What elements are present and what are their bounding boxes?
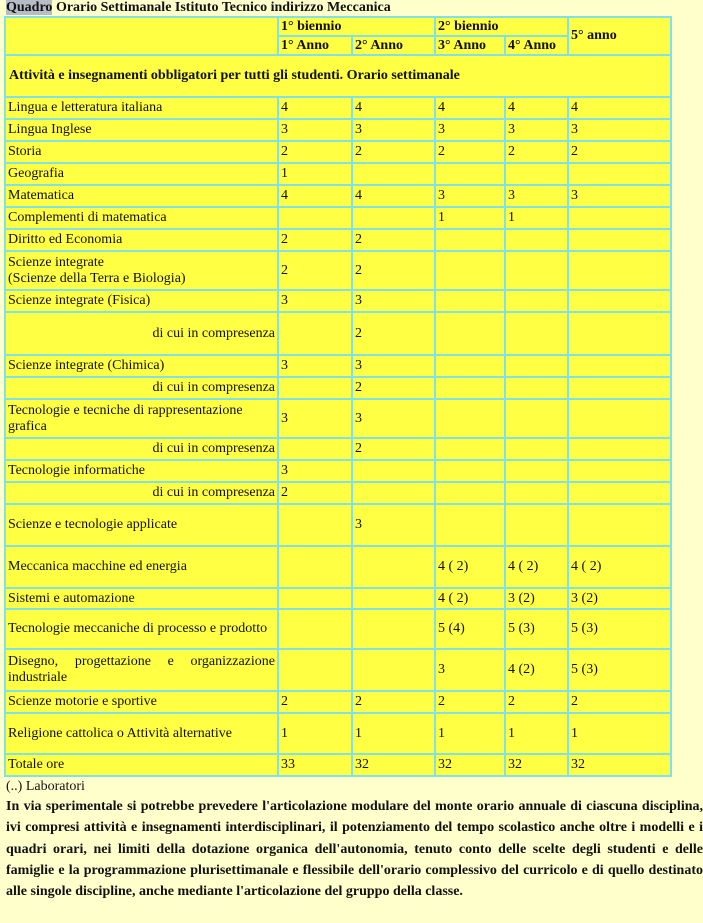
hours-cell (505, 504, 568, 546)
hours-cell: 3 (278, 290, 352, 312)
subject-label: Scienze integrate (Fisica) (5, 290, 278, 312)
hours-cell (435, 251, 505, 290)
table-row (5, 312, 671, 355)
hours-cell (505, 163, 568, 185)
hours-cell (568, 482, 671, 504)
hours-cell (278, 649, 352, 691)
document-title (6, 0, 391, 16)
hours-cell: 3 (435, 119, 505, 141)
hours-cell: 2 (278, 229, 352, 251)
hours-cell: 3 (278, 119, 352, 141)
hours-cell (352, 609, 435, 649)
title-highlight: Quadro (6, 0, 53, 15)
hours-cell: 32 (505, 754, 568, 776)
subject-label: Lingua Inglese (5, 119, 278, 141)
hours-cell: 32 (435, 754, 505, 776)
table-row (5, 713, 671, 754)
hours-cell: 3 (568, 119, 671, 141)
header-biennio-1: 1° biennio (278, 17, 435, 36)
table-row (5, 504, 671, 546)
hours-cell: 3 (278, 355, 352, 377)
hours-cell (278, 609, 352, 649)
title-text: Orario Settimanale Istituto Tecnico indirizzo (52, 0, 327, 15)
table-row (5, 251, 671, 290)
hours-cell: 4 (278, 97, 352, 119)
hours-cell: 4 (2) (505, 649, 568, 691)
hours-cell (435, 504, 505, 546)
hours-cell (435, 229, 505, 251)
subject-label: Sistemi e automazione (5, 588, 278, 609)
hours-cell: 2 (505, 691, 568, 713)
hours-cell: 3 (352, 355, 435, 377)
hours-cell: 3 (435, 185, 505, 207)
hours-cell: 4 (352, 185, 435, 207)
hours-cell: 3 (278, 460, 352, 482)
hours-cell (505, 312, 568, 355)
hours-cell: 2 (568, 691, 671, 713)
hours-cell: 2 (435, 141, 505, 163)
hours-cell (278, 312, 352, 355)
hours-cell (352, 163, 435, 185)
hours-cell: 1 (278, 713, 352, 754)
hours-cell (568, 460, 671, 482)
hours-cell: 3 (435, 649, 505, 691)
hours-cell: 3 (352, 119, 435, 141)
hours-cell: 2 (278, 251, 352, 290)
hours-cell: 1 (278, 163, 352, 185)
hours-cell: 2 (278, 482, 352, 504)
hours-cell (435, 438, 505, 460)
table-row (5, 609, 671, 649)
table-row (5, 482, 671, 504)
hours-cell (278, 438, 352, 460)
table-row (5, 649, 671, 691)
header-anno-2: 2° Anno (352, 36, 435, 55)
hours-cell (505, 251, 568, 290)
hours-cell: 5 (4) (435, 609, 505, 649)
hours-cell: 3 (505, 185, 568, 207)
hours-cell (352, 546, 435, 588)
subject-label: Scienze integrate (Scienze della Terra e Biologia) (5, 251, 278, 290)
hours-cell: 2 (568, 141, 671, 163)
subject-label: Scienze motorie e sportive (5, 691, 278, 713)
hours-cell: 4 (352, 97, 435, 119)
hours-cell (435, 482, 505, 504)
hours-cell (505, 290, 568, 312)
hours-cell (352, 460, 435, 482)
hours-cell: 3 (352, 399, 435, 438)
hours-cell (505, 229, 568, 251)
hours-cell: 3 (352, 290, 435, 312)
table-row (5, 290, 671, 312)
hours-cell (568, 399, 671, 438)
hours-cell: 4 ( 2) (435, 588, 505, 609)
hours-cell (278, 588, 352, 609)
hours-cell: 2 (352, 251, 435, 290)
header-biennio-2: 2° biennio (435, 17, 568, 36)
subject-label: Diritto ed Economia (5, 229, 278, 251)
hours-cell (352, 588, 435, 609)
hours-cell: 4 (435, 97, 505, 119)
title-subject: Meccanica (326, 0, 391, 15)
subject-label: Scienze e tecnologie applicate (5, 504, 278, 546)
subject-label: di cui in compresenza (5, 438, 278, 460)
table-row (5, 185, 671, 207)
hours-cell: 2 (352, 312, 435, 355)
header-empty-cell (5, 17, 278, 55)
table-row (5, 377, 671, 399)
subject-label: Scienze integrate (Chimica) (5, 355, 278, 377)
hours-cell: 4 (278, 185, 352, 207)
hours-cell: 2 (352, 377, 435, 399)
hours-cell: 4 ( 2) (435, 546, 505, 588)
hours-cell: 3 (505, 119, 568, 141)
hours-cell (505, 482, 568, 504)
hours-cell: 2 (505, 141, 568, 163)
hours-cell (278, 207, 352, 229)
hours-cell (278, 546, 352, 588)
hours-cell (568, 163, 671, 185)
hours-cell: 3 (278, 399, 352, 438)
table-row (5, 163, 671, 185)
subject-label: Disegno, progettazione e organizzazione industriale (5, 649, 278, 691)
hours-cell (568, 355, 671, 377)
hours-cell: 3 (2) (505, 588, 568, 609)
table-row (5, 399, 671, 438)
subject-label: Totale ore (5, 754, 278, 776)
hours-cell: 33 (278, 754, 352, 776)
hours-cell (568, 290, 671, 312)
hours-cell (505, 399, 568, 438)
subject-label: Tecnologie meccaniche di processo e prodotto (5, 609, 278, 649)
subject-label: Tecnologie e tecniche di rappresentazione grafica (5, 399, 278, 438)
subject-label: Complementi di matematica (5, 207, 278, 229)
table-row (5, 97, 671, 119)
timetable (4, 16, 672, 777)
subject-label: Religione cattolica o Attività alternative (5, 713, 278, 754)
table-row (5, 460, 671, 482)
hours-cell: 4 ( 2) (568, 546, 671, 588)
table-row (5, 546, 671, 588)
subject-label: Matematica (5, 185, 278, 207)
header-anno-3: 3° Anno (435, 36, 505, 55)
subject-label: Tecnologie informatiche (5, 460, 278, 482)
hours-cell: 1 (435, 207, 505, 229)
header-anno-1: 1° Anno (278, 36, 352, 55)
hours-cell (568, 251, 671, 290)
subject-label: Storia (5, 141, 278, 163)
hours-cell (352, 207, 435, 229)
hours-cell: 2 (352, 691, 435, 713)
hours-cell: 32 (568, 754, 671, 776)
hours-cell (435, 290, 505, 312)
hours-cell (505, 460, 568, 482)
legend-laboratori: (..) Laboratori (6, 779, 85, 794)
header-anno-4: 4° Anno (505, 36, 568, 55)
subject-label: Geografia (5, 163, 278, 185)
hours-cell: 3 (352, 504, 435, 546)
hours-cell: 1 (435, 713, 505, 754)
hours-cell: 5 (3) (568, 609, 671, 649)
hours-cell: 1 (568, 713, 671, 754)
table-row (5, 207, 671, 229)
hours-cell (435, 399, 505, 438)
hours-cell: 5 (3) (568, 649, 671, 691)
hours-cell (568, 504, 671, 546)
table-row (5, 229, 671, 251)
subject-label: di cui in compresenza (5, 312, 278, 355)
hours-cell: 2 (352, 438, 435, 460)
hours-cell: 1 (505, 713, 568, 754)
hours-cell (505, 377, 568, 399)
note-paragraph: In via sperimentale si potrebbe prevedere l'articolazione modulare del monte orario annuale di ciascuna disciplina, ivi compresi attività e insegnamenti interdisciplinari, il potenziamento del tempo scolastico anche oltre i modelli e i quadri orari, nei limiti della dotazione organica dell'autonomia, tenuto conto delle scelte degli studenti e delle famiglie e la programmazione plurisettimanale e flessibile dell'orario complessivo del curricolo e di quello destinato alle singole discipline, anche mediante l'articolazione del gruppo della classe. (6, 799, 703, 900)
subject-label: di cui in compresenza (5, 482, 278, 504)
header-anno-5: 5° anno (568, 17, 671, 55)
hours-cell: 2 (278, 691, 352, 713)
hours-cell (278, 504, 352, 546)
subject-label: di cui in compresenza (5, 377, 278, 399)
section-title: Attività e insegnamenti obbligatori per tutti gli studenti. Orario settimanale (5, 55, 671, 97)
hours-cell: 2 (435, 691, 505, 713)
table-row (5, 754, 671, 776)
hours-cell (568, 207, 671, 229)
hours-cell: 1 (352, 713, 435, 754)
table-row (5, 119, 671, 141)
table-row (5, 355, 671, 377)
hours-cell: 1 (505, 207, 568, 229)
hours-cell (505, 355, 568, 377)
hours-cell: 4 (505, 97, 568, 119)
hours-cell: 2 (352, 229, 435, 251)
hours-cell (568, 229, 671, 251)
hours-cell (352, 482, 435, 504)
subject-label: Lingua e letteratura italiana (5, 97, 278, 119)
hours-cell (352, 649, 435, 691)
hours-cell: 32 (352, 754, 435, 776)
hours-cell (435, 460, 505, 482)
hours-cell: 4 ( 2) (505, 546, 568, 588)
hours-cell (435, 312, 505, 355)
hours-cell (435, 355, 505, 377)
hours-cell: 4 (568, 97, 671, 119)
hours-cell (568, 377, 671, 399)
hours-cell: 3 (2) (568, 588, 671, 609)
hours-cell: 2 (352, 141, 435, 163)
hours-cell (568, 438, 671, 460)
table-row (5, 438, 671, 460)
table-row (5, 588, 671, 609)
hours-cell (278, 377, 352, 399)
hours-cell: 3 (568, 185, 671, 207)
hours-cell (435, 163, 505, 185)
hours-cell (435, 377, 505, 399)
table-row (5, 141, 671, 163)
table-row (5, 691, 671, 713)
subject-label: Meccanica macchine ed energia (5, 546, 278, 588)
hours-cell: 5 (3) (505, 609, 568, 649)
hours-cell (568, 312, 671, 355)
hours-cell (505, 438, 568, 460)
hours-cell: 2 (278, 141, 352, 163)
